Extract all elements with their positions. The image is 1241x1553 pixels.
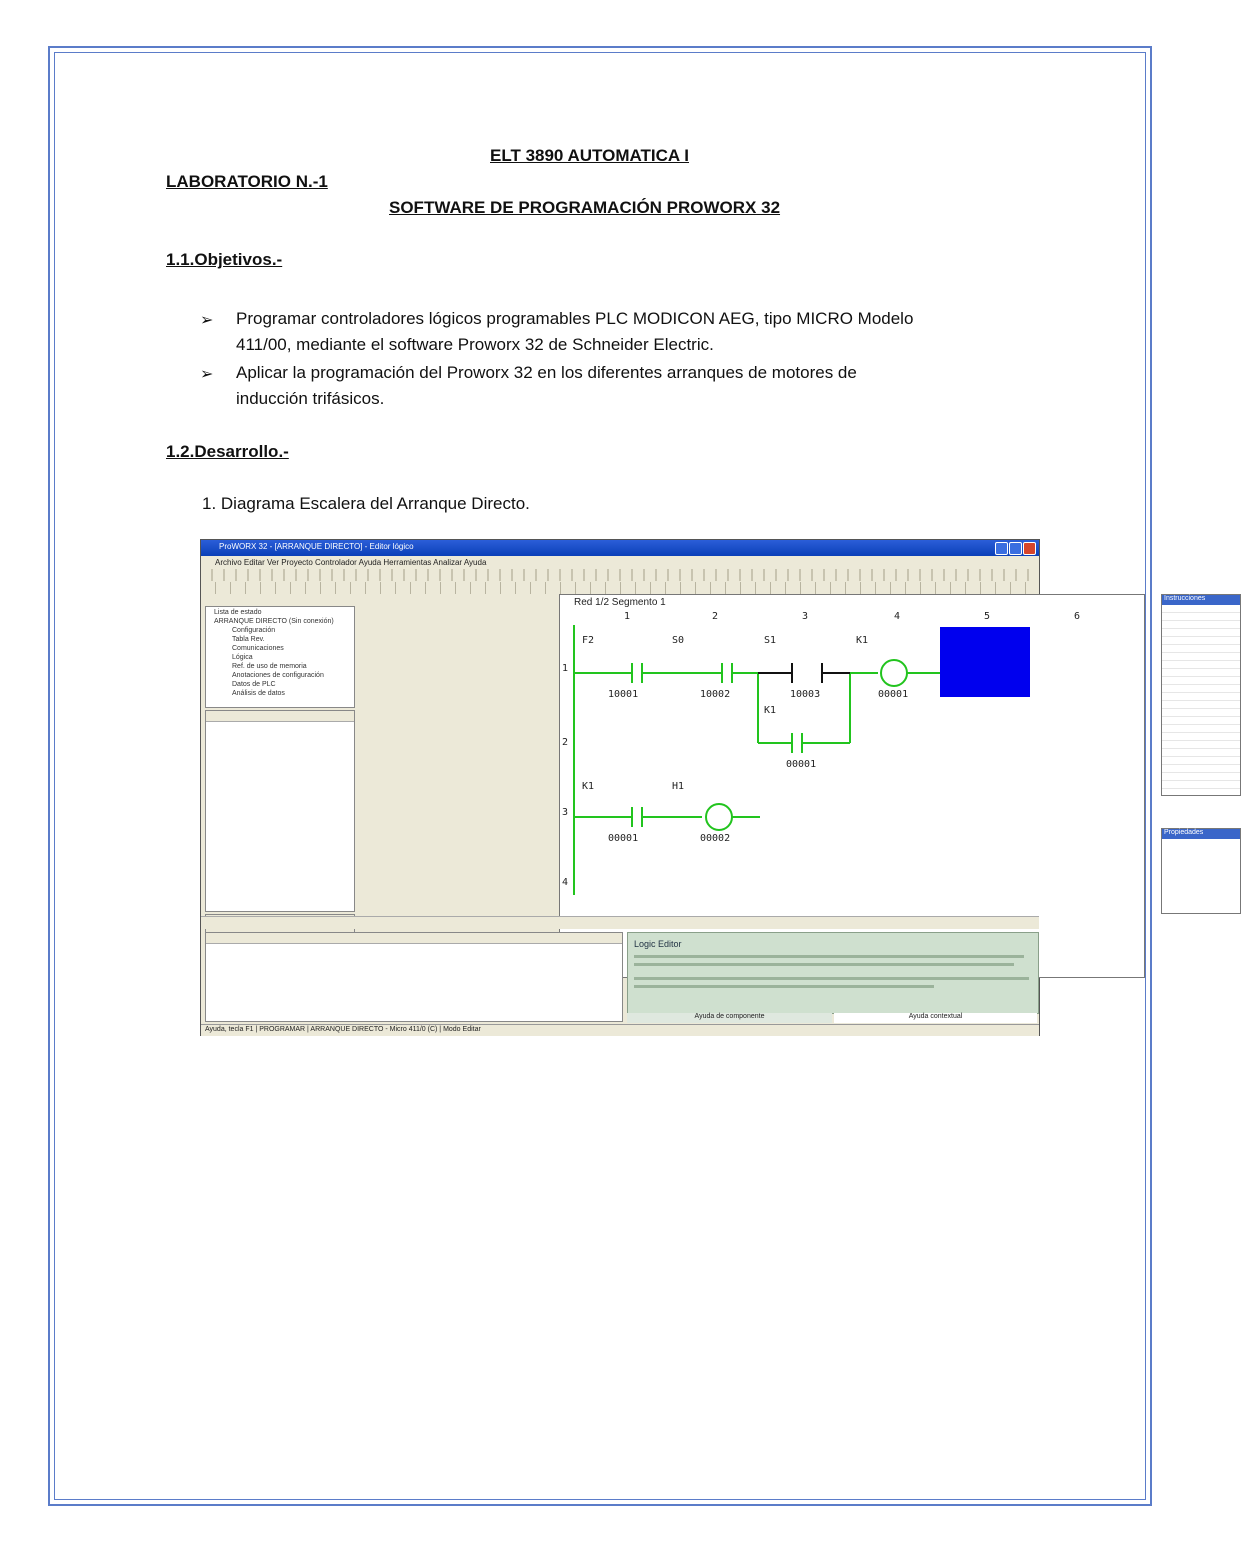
tree-item[interactable]: Análisis de datos xyxy=(232,690,285,697)
project-list[interactable] xyxy=(205,710,355,912)
help-text-line xyxy=(634,985,934,988)
rung-num: 3 xyxy=(562,807,569,818)
rung-num: 2 xyxy=(562,737,569,748)
selection-block xyxy=(940,627,1030,697)
proworx-screenshot xyxy=(200,539,1206,1036)
window-title: ProWORX 32 - [ARRANQUE DIRECTO] - Editor lógico xyxy=(219,542,414,551)
list-header xyxy=(206,711,354,722)
maximize-icon[interactable] xyxy=(1009,542,1022,555)
minimize-icon[interactable] xyxy=(995,542,1008,555)
window-titlebar xyxy=(201,540,1039,556)
tag-k1: K1 xyxy=(582,781,595,792)
coil-00001 xyxy=(881,660,907,686)
status-bar xyxy=(201,1024,1039,1036)
menu-items[interactable]: Archivo Editar Ver Proyecto Controlador Ayuda Herramientas Analizar Ayuda xyxy=(215,558,487,567)
help-tab-context[interactable]: Ayuda contextual xyxy=(834,1013,1037,1023)
help-title: Logic Editor xyxy=(634,939,682,949)
section-development: 1.2.Desarrollo.- xyxy=(166,442,289,461)
lab-label: LABORATORIO N.-1 xyxy=(166,172,328,191)
rung-num: 1 xyxy=(562,663,569,674)
lab-subtitle: SOFTWARE DE PROGRAMACIÓN PROWORX 32 xyxy=(389,198,781,217)
objective-2-line2: inducción trifásicos. xyxy=(236,389,385,408)
tag-s1: S1 xyxy=(764,635,777,646)
col-num: 3 xyxy=(802,611,809,622)
col-num: 1 xyxy=(624,611,631,622)
tree-item[interactable]: Datos de PLC xyxy=(232,681,276,688)
project-tree[interactable] xyxy=(205,606,355,708)
tree-item[interactable]: Lógica xyxy=(232,654,253,661)
col-num: 2 xyxy=(712,611,719,622)
instruction-list[interactable] xyxy=(1162,605,1240,791)
coil-00002 xyxy=(706,804,732,830)
arrow-bullet-icon: ➢ xyxy=(200,312,214,329)
tree-item[interactable]: Lista de estado xyxy=(214,609,262,616)
col-num: 6 xyxy=(1074,611,1081,622)
help-panel xyxy=(627,932,1039,1014)
objective-1-line1: Programar controladores lógicos programables PLC MODICON AEG, tipo MICRO Modelo xyxy=(236,309,914,328)
tag-s0: S0 xyxy=(672,635,685,646)
properties-title: Propiedades xyxy=(1162,829,1240,839)
tag-k1: K1 xyxy=(856,635,869,646)
help-text-line xyxy=(634,977,1029,980)
objective-2 xyxy=(236,360,1036,412)
network-label: Red 1/2 Segmento 1 xyxy=(574,597,666,608)
addr: 00001 xyxy=(608,833,639,844)
tag-h1: H1 xyxy=(672,781,685,792)
arrow-bullet-icon: ➢ xyxy=(200,366,214,383)
addr: 10003 xyxy=(790,689,821,700)
col-num: 5 xyxy=(984,611,991,622)
toolbar-1[interactable] xyxy=(201,569,1039,581)
tree-item[interactable]: Tabla Rev. xyxy=(232,636,265,643)
addr: 00002 xyxy=(700,833,731,844)
help-text-line xyxy=(634,963,1014,966)
instructions-title: Instrucciones xyxy=(1162,595,1240,605)
tree-item[interactable]: Ref. de uso de memoria xyxy=(232,663,307,670)
course-title: ELT 3890 AUTOMATICA I xyxy=(490,146,689,165)
objective-1 xyxy=(236,306,1036,358)
tree-item[interactable]: ARRANQUE DIRECTO (Sin conexión) xyxy=(214,618,334,625)
properties-panel[interactable] xyxy=(1161,828,1241,914)
tree-item[interactable]: Anotaciones de configuración xyxy=(232,672,324,679)
menu-bar xyxy=(201,556,1039,568)
addr: 00001 xyxy=(786,759,817,770)
tag-k1: K1 xyxy=(764,705,777,716)
help-tab-component[interactable]: Ayuda de componente xyxy=(627,1013,832,1023)
tag-f2: F2 xyxy=(582,635,595,646)
col-num: 4 xyxy=(894,611,901,622)
tree-item[interactable]: Configuración xyxy=(232,627,276,634)
step-1: 1. Diagrama Escalera del Arranque Directo. xyxy=(202,494,530,513)
properties-editor[interactable] xyxy=(205,932,623,1022)
instructions-panel[interactable] xyxy=(1161,594,1241,796)
objective-1-line2: 411/00, mediante el software Proworx 32 de Schneider Electric. xyxy=(236,335,714,354)
section-objectives: 1.1.Objetivos.- xyxy=(166,250,283,269)
toolbar-2[interactable] xyxy=(201,582,1039,594)
addr: 00001 xyxy=(878,689,909,700)
rung-num: 4 xyxy=(562,877,569,888)
properties-tabs[interactable] xyxy=(206,933,622,944)
tree-item[interactable]: Comunicaciones xyxy=(232,645,284,652)
addr: 10002 xyxy=(700,689,731,700)
objective-2-line1: Aplicar la programación del Proworx 32 en los diferentes arranques de motores de xyxy=(236,363,857,382)
close-icon[interactable] xyxy=(1023,542,1036,555)
help-text-line xyxy=(634,955,1024,958)
editor-status-row xyxy=(201,916,1039,929)
status-text: Ayuda, tecla F1 | PROGRAMAR | ARRANQUE DIRECTO - Micro 411/0 (C) | Modo Editar xyxy=(205,1026,481,1033)
addr: 10001 xyxy=(608,689,639,700)
